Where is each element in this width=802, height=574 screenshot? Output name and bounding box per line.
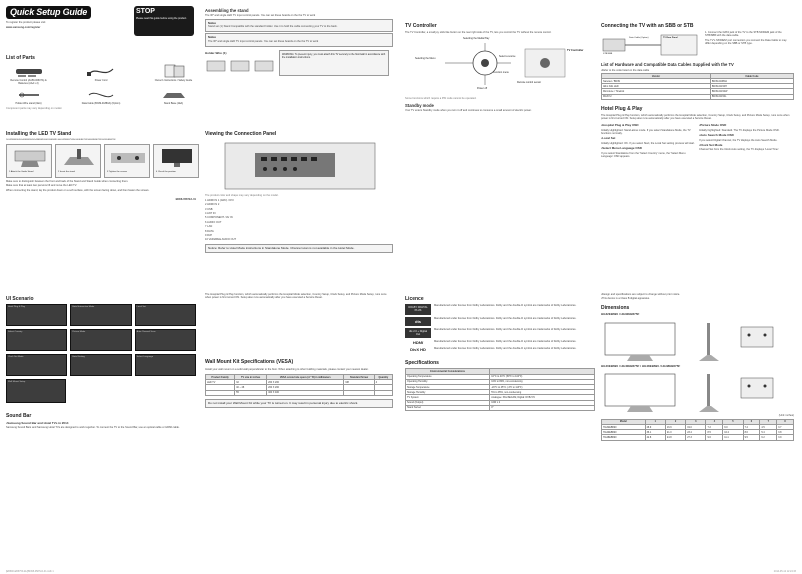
table-cell: MAXVU <box>602 94 711 99</box>
install-section <box>6 128 196 203</box>
stop-notice <box>134 6 194 36</box>
parts-section <box>6 52 196 112</box>
holder-label: Holder-Wire (1) <box>205 50 227 55</box>
dimensions-section <box>601 293 794 441</box>
dts-logo: dts <box>405 317 431 326</box>
vesa-col: VESA screw hole specs (A * B) in millimeters <box>267 374 344 379</box>
tv-front-drawing-icon <box>601 319 681 363</box>
top-right-panel <box>401 0 802 287</box>
table-cell: 32 <box>235 380 267 385</box>
table-cell: BN39-01880A <box>710 79 793 84</box>
hotel-item-text: Initially highlighted: Standard. The TV displays the Picture Mode OSD. <box>699 128 780 132</box>
part-manual <box>151 64 196 85</box>
wall-mount-warning: Do not install your Wall Mount Kit while your TV is turned on. It may result in personal injury due to electric shock. <box>205 399 393 409</box>
hotel-col-left <box>601 122 695 160</box>
dim-col: 5 <box>723 419 743 424</box>
table-cell: BN39-01154L <box>710 94 793 99</box>
bracket-notice-box-2 <box>205 33 393 47</box>
table-cell: 10°C to 40°C (50°F to 104°F) <box>490 374 595 379</box>
table-cell: Stand Swivel <box>406 405 490 410</box>
controller-label-source: Select a source <box>499 55 516 59</box>
table-cell: Operating Temperature <box>406 374 490 379</box>
dim-col: 6 <box>743 419 760 424</box>
vendor-subheading: • Refer to the code listed on the data cable <box>601 69 794 72</box>
bracket-text-1-repeat: The IR* and single LED TV input control panels. You can set these boards on the the TV to work <box>208 39 319 43</box>
step-label: 3 Tighten the screws <box>107 170 128 173</box>
hotel-item-text: Channel Set from the Clock Auto setting, the TV displays 'Local Time'. <box>699 148 780 152</box>
ui-screen-item <box>70 304 131 326</box>
table-cell <box>344 390 374 395</box>
port-item: 4 ANT IN <box>205 211 216 215</box>
parts-row-1 <box>6 64 196 85</box>
sbb-section <box>601 20 794 159</box>
hotel-item-text: If you select Digital Channel, the TV displays the Auto Search Mode. <box>699 138 778 142</box>
screw-icon <box>107 147 149 169</box>
panel-section <box>205 128 393 253</box>
panel-heading: Viewing the Connection Panel <box>205 131 277 137</box>
dim-col: 3 <box>686 419 706 424</box>
vendor-table <box>601 73 794 100</box>
cable-code-col: Cable Code <box>710 73 793 78</box>
tv-controller-section <box>405 20 595 113</box>
dimensions-table <box>601 419 794 441</box>
tv-rear-label: TV Rear Panel <box>663 37 678 40</box>
dim-col: 2 <box>665 419 685 424</box>
table-cell <box>206 390 235 395</box>
table-cell: 24.8 <box>665 435 685 440</box>
ui-screen-item <box>135 329 196 351</box>
licence-row <box>405 347 595 352</box>
sound-bar-text: Samsung Sound Bars and Samsung Hotel TVs are designed to work together. To connect the TV to the Sound Bar, use an optical cable or HDMI cable. <box>6 426 180 430</box>
table-cell: 7.2 <box>706 425 723 430</box>
dim-col: 1 <box>645 419 665 424</box>
table-cell: 9.5 <box>743 435 760 440</box>
licence-text: Manufactured under license from Dolby Laboratories. Dolby and the double-D symbol are trademarks of Dolby Laboratories. <box>434 316 577 320</box>
dimension-drawings-1 <box>601 319 794 363</box>
part-label: Power Cord <box>94 79 108 83</box>
port-item: 10 VARIABLE AUDIO OUT <box>205 238 237 242</box>
vesa-col: Standard Screw <box>344 374 374 379</box>
table-cell: Analogue: PAL/SECAM, Digital: DVB-T/C <box>490 395 595 400</box>
ui-screens-grid <box>6 304 196 376</box>
table-cell: 8.6 <box>743 430 760 435</box>
bracket-heading: Assembling the stand <box>205 8 249 13</box>
ui-screen-item <box>70 329 131 351</box>
part-label: Stand Base (1EA) <box>163 102 184 106</box>
hotel-item-text: Initially Highlighted: OK. If you select Start, the Local Set setting process will start. <box>601 141 695 145</box>
holder-diagram <box>205 50 275 77</box>
table-cell: 36.1 <box>645 430 665 435</box>
step-label: 2 Insert the stand <box>58 170 75 173</box>
table-cell: 4 <box>374 380 392 385</box>
guide-header <box>6 6 131 30</box>
tv-controller-heading: TV Controller <box>405 23 437 29</box>
sbb-instructions <box>705 31 793 59</box>
guide-title: Quick Setup Guide <box>6 6 91 19</box>
ui-screen-item <box>135 354 196 376</box>
controller-label-sensor: Remote control sensor <box>517 81 542 85</box>
dim-col: 7 <box>760 419 777 424</box>
table-cell: BN39-01154W <box>710 89 793 94</box>
table-cell: HG48EB690 <box>602 435 646 440</box>
ui-screen-item <box>6 354 67 376</box>
dim-col: 8 <box>777 419 794 424</box>
wall-mount-heading: Wall Mount Kit Specifications (VESA) <box>205 359 294 366</box>
table-cell: TV System <box>406 395 490 400</box>
bracket-section <box>205 6 393 76</box>
port-item: 2 HDMI IN 2 <box>205 203 220 207</box>
sound-bar-heading: Sound Bar <box>6 413 32 420</box>
screen-mock: Select Language <box>135 354 196 376</box>
sbb-diagram <box>601 31 701 59</box>
table-cell: 21.0 <box>665 430 685 435</box>
stand-base-icon <box>159 89 189 101</box>
tv-rear-drawing-icon <box>737 370 777 414</box>
hotel-item-text: If you select Standalone from the 'Select Country' menu, the 'Select Menu Language' OSD appears. <box>601 151 686 158</box>
table-cell: 400 X 400 <box>267 390 344 395</box>
table-cell: 6.2 <box>760 435 777 440</box>
controller-note: Some functions which require a PIN code cannot be operated. <box>405 97 477 101</box>
specs-heading: Specifications <box>405 360 439 367</box>
table-cell: Nanotec / BN39 <box>602 79 711 84</box>
table-cell: 200 X 200 <box>267 380 344 385</box>
controller-label-tv: TV Controller <box>567 49 584 53</box>
table-cell: HG40EB690 <box>602 430 646 435</box>
table-cell: Allin/ Allin LED <box>602 84 711 89</box>
notice-label: Notice <box>208 36 216 40</box>
table-cell: 11.1 <box>723 435 743 440</box>
sbb-connection-icon <box>601 31 701 59</box>
hotel-heading: Hotel Plug & Play <box>601 105 643 112</box>
port-item: 1 HDMI IN 1 (ARC) / DVI <box>205 198 234 202</box>
table-cell: 10.2 <box>723 430 743 435</box>
dimensions-model-2: HG40EB690 / HG40EB675F / HG48EB690 / HG48EB675F <box>601 363 681 368</box>
bracket-text-1: The IR* and single LED TV input control panels. You can set these boards on the the TV to work <box>205 14 316 18</box>
port-item: 9 RJP <box>205 234 213 238</box>
screen-mock: Hotel Setting <box>70 354 131 376</box>
screen-mock: Clock Set Mode <box>6 354 67 376</box>
parts-row-2 <box>6 89 196 105</box>
standby-text: Your TV enters Standby mode when you turn it off and continues to consume a small amount of electric power. <box>405 108 532 112</box>
tv-front-drawing-icon <box>601 370 681 414</box>
sbb-step-1: 1. Connect the DATA jack of the TV to the STB MODEM jack of the STB/SBB with the data cable. <box>705 31 782 38</box>
panel-diagram <box>205 139 393 194</box>
table-cell: 16.9 <box>665 425 685 430</box>
bracket-text-2: Stand set (1) Stand Compatible with the standard holder. Use it to hold the cable connecting your TV to the back. <box>208 24 338 28</box>
table-row <box>602 94 794 99</box>
stand-insert-icon <box>58 147 100 169</box>
dimension-drawings-2 <box>601 370 794 414</box>
install-steps-row <box>6 144 196 178</box>
table-cell: Environmental Considerations <box>406 369 490 374</box>
screen-mock: Hotel Plug & Play <box>6 304 67 326</box>
hotel-item-title: • Hospital Plug & Play OSD <box>601 124 695 128</box>
table-cell: 42.8 <box>645 435 665 440</box>
dim-col: Model <box>602 419 646 424</box>
tv-rear-drawing-icon <box>737 319 777 363</box>
table-cell: 3.7 <box>777 425 794 430</box>
part-stand-base <box>151 89 196 105</box>
doc-code: BN68-05872A-01 <box>175 198 196 202</box>
licence-section <box>405 293 595 411</box>
part-remote <box>6 64 51 85</box>
tv-controller-text: The TV Controller, a small joy stick like button on the rear right side of the TV, lets you control the TV without the remote control. <box>405 31 552 35</box>
vesa-col: TV size in inches <box>235 374 267 379</box>
table-cell: 5.4 <box>760 430 777 435</box>
screen-mock: Picture Mode <box>70 329 131 351</box>
power-note: • This device is a Class B digital apparatus. <box>601 297 794 300</box>
licence-row <box>405 340 595 345</box>
table-cell: 200 X 200 <box>267 385 344 390</box>
specs-table <box>405 368 595 411</box>
tv-side-drawing-icon <box>689 370 729 414</box>
table-cell: 10W x 2 <box>490 400 595 405</box>
part-label: Holder-Wire stand (1EA) <box>15 102 42 106</box>
table-cell: 28.9 <box>645 425 665 430</box>
vesa-col: Product Family <box>206 374 235 379</box>
sbb-heading: Connecting the TV with an SBB or STB <box>601 23 694 29</box>
tv-side-drawing-icon <box>689 319 729 363</box>
licence-text: Manufactured under license from Dolby Laboratories. Dolby and the double-D symbol are trademarks of Dolby Laboratories. <box>434 347 577 351</box>
step-label: 1 Attach the Guide Stand <box>9 170 34 173</box>
remote-icon <box>14 64 44 78</box>
holder-wire-icon <box>14 89 44 101</box>
hdmi-logo: HDMI <box>412 340 424 346</box>
table-row <box>602 435 794 440</box>
install-models: 'HG32EB690/HG40EB690/HG48EB690/HG55EB690 &HG32EB675F/HG40EB675F/HG48EB675F/HG55EB675F <box>6 139 116 142</box>
licence-row <box>405 317 595 326</box>
ui-scenario-section <box>6 293 196 431</box>
table-cell: 3.9 <box>777 435 794 440</box>
wall-mount-text: Install your wall mount on a solid wall perpendicular to the floor. When attaching to other building materials, please contact your nearest dealer. <box>205 367 369 371</box>
table-cell: Operating Humidity <box>406 379 490 384</box>
sound-bar-item: • Samsung Sound Bar and Hotel TVs in 2014 <box>6 422 196 426</box>
part-power-cord <box>79 64 124 85</box>
part-label: Owner's Instructions / Safety Guide <box>154 79 193 83</box>
port-item: 8 DATA <box>205 229 214 233</box>
install-step-4 <box>153 144 199 178</box>
bracket-notice-box <box>205 19 393 33</box>
panel-notice: Notice: Refer to Hotel Mode instructions in Standalone Mode. Channel scan is not available in the Hotel Mode. <box>205 244 393 254</box>
install-note-3: When connecting the stand, lay the product down on a soft surface, with the screen facing down, and then fasten the screws. <box>6 188 150 192</box>
wall-mount-section <box>205 293 393 408</box>
table-cell: 23.4 <box>686 430 706 435</box>
hotel-columns <box>601 122 794 160</box>
vesa-col: Quantity <box>374 374 392 379</box>
bottom-left-panel <box>0 287 401 574</box>
ui-screen-item <box>135 304 196 326</box>
table-cell: LED TV <box>206 380 235 385</box>
dimensions-model-1: HG32EB690 / HG32EB675F <box>601 311 640 316</box>
notice-label: Notice <box>208 21 216 25</box>
screen-mock-wall: Wall Mount Setup <box>6 379 66 403</box>
step-label: 4 Check the position <box>156 170 176 173</box>
vesa-table <box>205 374 393 396</box>
port-item: 7 LAN <box>205 225 213 229</box>
bottom-right-panel <box>401 287 802 574</box>
hotel-intro: The Hospital Plug & Play function, which automatically performs the Hospital Mode selection, Country Setup, Clock Setup, and Picture Mode Setup, runs once when power is first turned ON. Setup also runs automatically after you have executed a Service Reset. <box>601 114 790 121</box>
manual-icon <box>159 64 189 78</box>
dim-col: 4 <box>706 419 723 424</box>
table-cell: 0° <box>490 405 595 410</box>
port-item: 6 AUDIO OUT <box>205 220 222 224</box>
hotel-item-title: • Picture Mode OSD <box>699 124 793 128</box>
ui-screen-item <box>70 354 131 376</box>
hotel-item-title: • Select Menu Language OSD <box>601 147 695 151</box>
screen-mock: Hotel Interactive Mode <box>70 304 131 326</box>
table-cell: 10% to 80%, non-condensing <box>490 379 595 384</box>
controller-diagram <box>405 37 595 97</box>
table-cell: HG32EB690 <box>602 425 646 430</box>
table-cell: BN39-01154H <box>710 84 793 89</box>
ui-screen-item <box>6 304 67 326</box>
table-cell: 40 ~ 48 <box>235 385 267 390</box>
table-cell: 3.8 <box>777 430 794 435</box>
licence-heading: Licence <box>405 296 424 302</box>
register-text: To register the product please visit <box>6 21 46 25</box>
dimensions-unit: (Unit: inches) <box>778 414 794 418</box>
table-cell: 55 <box>235 390 267 395</box>
table-row <box>406 405 595 410</box>
bracket-warning: WARNING: To prevent injury, you must attach this TV securely to the floor/wall in accordance with the installation instructions. <box>279 50 389 77</box>
hotel-item-title: • Local Set <box>601 137 695 141</box>
table-cell: Microtune / Timelink <box>602 89 711 94</box>
table-cell: 4.5 <box>760 425 777 430</box>
ui-screen-item <box>6 329 67 351</box>
hotel-item-title: • Auto Search Mode OSD <box>699 134 793 138</box>
top-left-panel <box>0 0 401 287</box>
port-item: 5 COMPONENT / AV IN <box>205 216 233 220</box>
table-row <box>206 390 393 395</box>
table-cell: -20°C to 45°C (-4°F to 113°F) <box>490 385 595 390</box>
stop-title: STOP <box>136 8 155 15</box>
hotel-col-right <box>699 122 793 160</box>
parts-heading: List of Parts <box>6 55 35 61</box>
hotel-intro-continued: The Hospital Plug & Play function, which automatically performs the Hospital Mode selection, Country Setup, Clock Setup, and Picture Mode Setup, runs once when power is first turned ON. Setup also runs automatically after you have executed a Service Reset. <box>205 293 387 300</box>
table-cell: 27.3 <box>686 435 706 440</box>
hotel-item-title: • Clock Set Mode <box>699 144 793 148</box>
table-cell: 9.6 <box>706 435 723 440</box>
controller-label-power: Power off <box>477 87 488 91</box>
register-url[interactable]: www.samsung.com/register <box>6 25 41 29</box>
port-list <box>205 199 393 242</box>
controller-label-function: Function menu <box>493 71 509 75</box>
holder-parts-icon <box>205 57 275 75</box>
part-holder-wire <box>6 89 51 105</box>
install-note-2: Make sure that at least two persons lift and move the LED TV. <box>6 184 77 188</box>
table-cell: Storage Humidity <box>406 390 490 395</box>
part-label: Remote Control (AA59-00607A) & Batteries (AAA x 2) <box>10 79 47 86</box>
screen-mock: Local Set <box>135 304 196 326</box>
footer-right: 2014-05-12 12:24:33 <box>773 570 796 573</box>
table-cell: Storage Temperature <box>406 385 490 390</box>
install-heading: Installing the LED TV Stand <box>6 131 72 137</box>
vendor-heading: List of Hardware and Compatible Data Cables Supplied with the TV <box>601 62 734 68</box>
licence-text: Manufactured under license from Dolby Laboratories. Dolby and the double-D symbol are trademarks of Dolby Laboratories. <box>434 327 577 331</box>
components-note: Component parts may vary depending on model. <box>6 107 63 111</box>
licence-row <box>405 328 595 338</box>
install-step-2 <box>55 144 101 178</box>
licence-text: Manufactured under license from Dolby Laboratories. Dolby and the double-D symbol are trademarks of Dolby Laboratories. <box>434 304 577 308</box>
install-step-1 <box>6 144 52 178</box>
table-cell: 5% to 95%, non-condensing <box>490 390 595 395</box>
sbb-step-2: The TV's 'MODEM' port connection you connect the Data Cable to may differ depending on the SBB or STB type. <box>705 38 787 46</box>
licence-text: Manufactured under license from Dolby Laboratories. Dolby and the double-D symbol are trademarks of Dolby Laboratories. <box>434 340 577 344</box>
dts-digital-logo: dts 2.0 + Digital Out <box>405 328 431 338</box>
stb-label: STB/SBB <box>603 53 613 56</box>
standby-heading: Standby mode <box>405 102 434 108</box>
power-cord-icon <box>86 64 116 78</box>
table-cell: 7.4 <box>743 425 760 430</box>
divx-logo: DivX HD <box>410 347 426 353</box>
tv-rear-panel-icon <box>205 139 393 194</box>
joystick-diagram-icon <box>405 37 595 97</box>
table-cell: M8 <box>344 380 374 385</box>
table-cell: 8.5 <box>706 430 723 435</box>
hotel-item-text: Initially Highlighted: Stand-alone mode. If you select Standalone Mode, the TV functions normally. <box>601 128 691 135</box>
footer-left: [EB690-EB675F-EU]BN68-05872A-01.indb 1 <box>6 570 54 573</box>
screen-mock: Auto Channel Scan <box>135 329 196 351</box>
table-cell: 19.0 <box>686 425 706 430</box>
controller-label-menu: Selecting the Menu <box>415 57 436 61</box>
part-label: Data Cable (BN39-01880A) (Option) <box>81 102 121 106</box>
controller-label-media: Selecting the Media Play <box>463 37 490 41</box>
panel-note: The product color and shape may vary depending on the model. <box>205 194 279 198</box>
install-note-1: Make sure to distinguish between the front and back of the Stand and Stand Guide when connecting them. <box>6 180 129 183</box>
ui-scenario-heading: UI Scenario <box>6 296 34 302</box>
part-data-cable <box>79 89 124 105</box>
data-cable-icon <box>86 89 116 101</box>
stand-diagram-icon <box>9 147 51 169</box>
holder-row <box>205 50 393 77</box>
tv-front-icon <box>156 147 198 169</box>
dolby-logo: DOLBY DIGITAL PLUS <box>405 304 431 314</box>
port-item: 3 USB <box>205 207 213 211</box>
licence-row <box>405 304 595 314</box>
cable-label: Data Cable (Option) <box>629 37 649 40</box>
install-step-3 <box>104 144 150 178</box>
stop-text: Please read this guide before using the product. <box>136 16 187 20</box>
table-cell: Sound (Output) <box>406 400 490 405</box>
table-cell: 9.0 <box>723 425 743 430</box>
sbb-row <box>601 31 794 59</box>
design-note: • Design and specifications are subject to change without prior notice. <box>601 293 794 296</box>
vendor-col: Vendor <box>602 73 711 78</box>
table-cell <box>374 390 392 395</box>
dimensions-heading: Dimensions <box>601 304 630 311</box>
screen-mock: Select Country <box>6 329 67 351</box>
